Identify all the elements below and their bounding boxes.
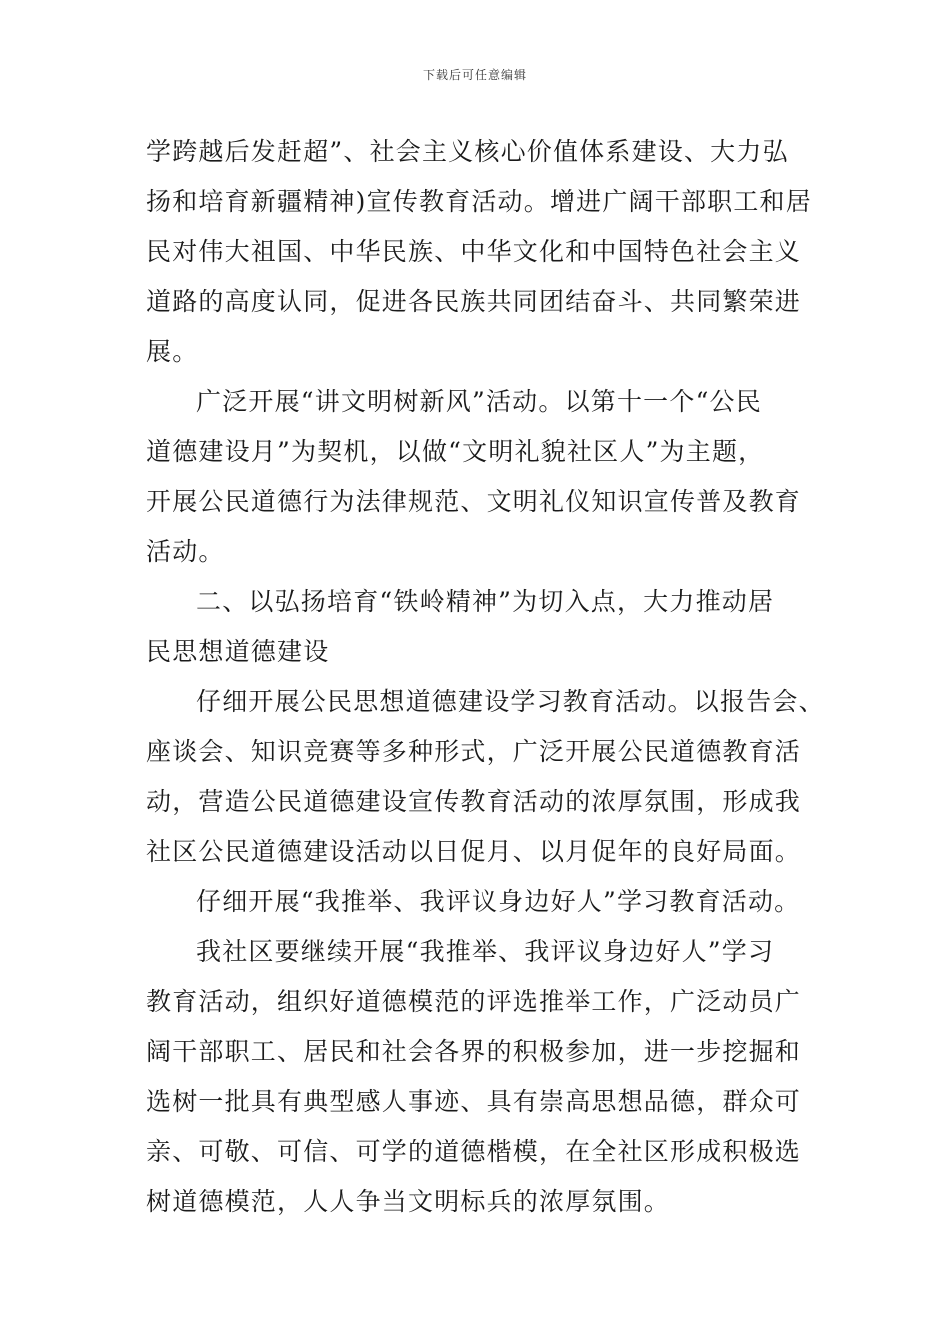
text-line: 道路的高度认同，促进各民族共同团结奋斗、共同繁荣进 — [146, 287, 802, 316]
page-header: 下载后可任意编辑 — [422, 68, 527, 82]
text-line: 广泛开展“讲文明树新风”活动。以第十一个“公民 — [196, 387, 762, 416]
text-line: 民对伟大祖国、中华民族、中华文化和中国特色社会主义 — [146, 237, 802, 266]
text-line: 扬和培育新疆精神)宣传教育活动。增进广阔干部职工和居 — [146, 187, 812, 216]
text-line: 座谈会、知识竞赛等多种形式，广泛开展公民道德教育活 — [146, 737, 802, 766]
text-line: 道德建设月”为契机，以做“文明礼貌社区人”为主题， — [146, 437, 765, 466]
text-line: 开展公民道德行为法律规范、文明礼仪知识宣传普及教育 — [146, 487, 802, 516]
text-line: 亲、可敬、可信、可学的道德楷模，在全社区形成积极选 — [146, 1137, 802, 1166]
text-line: 展。 — [146, 337, 199, 366]
text-line: 仔细开展公民思想道德建设学习教育活动。以报告会、 — [196, 687, 825, 716]
text-line: 社区公民道德建设活动以日促月、以月促年的良好局面。 — [146, 837, 802, 866]
text-line: 仔细开展“我推举、我评议身边好人”学习教育活动。 — [196, 887, 801, 916]
text-line: 动，营造公民道德建设宣传教育活动的浓厚氛围，形成我 — [146, 787, 802, 816]
text-line: 学跨越后发赶超”、社会主义核心价值体系建设、大力弘 — [146, 137, 789, 166]
text-line: 树道德模范，人人争当文明标兵的浓厚氛围。 — [146, 1187, 671, 1216]
text-line: 选树一批具有典型感人事迹、具有崇高思想品德，群众可 — [146, 1087, 802, 1116]
text-line: 活动。 — [146, 537, 225, 566]
text-line: 阔干部职工、居民和社会各界的积极参加，进一步挖掘和 — [146, 1037, 802, 1066]
text-line: 我社区要继续开展“我推举、我评议身边好人”学习 — [196, 937, 775, 966]
section-heading: 二、以弘扬培育“铁岭精神”为切入点，大力推动居 — [196, 587, 775, 616]
text-line: 教育活动，组织好道德模范的评选推举工作，广泛动员广 — [146, 987, 802, 1016]
section-heading: 民思想道德建设 — [146, 637, 330, 666]
